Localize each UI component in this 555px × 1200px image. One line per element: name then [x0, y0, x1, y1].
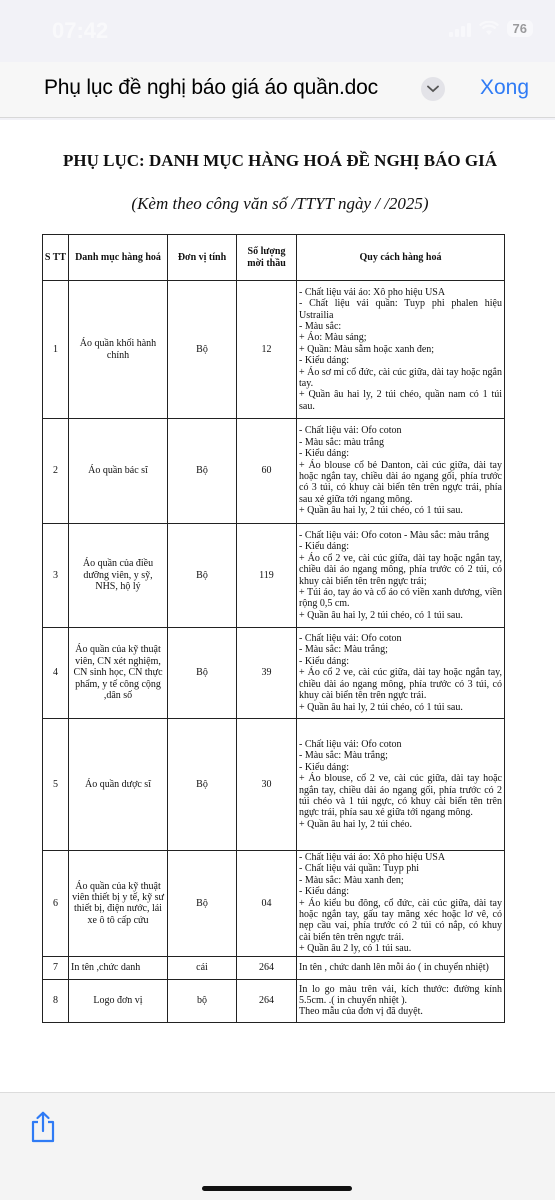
spec-line: - Chất liệu vải: Ofo coton — [299, 633, 402, 645]
spec-line: - Chất liệu vải: Ofo coton - Màu sắc: màu trắng — [299, 529, 489, 541]
spec-line: + Áo cổ 2 ve, cài cúc giữa, dài tay hoặc ngắn tay, chiều dài áo ngang mông, phía trước có 3 túi, có khuy cài biển tên trên ngực trái. — [299, 667, 502, 702]
row-stt: 2 — [43, 419, 69, 524]
spec-line: - Kiểu dáng: — [299, 655, 349, 667]
row-unit: Bộ — [168, 628, 237, 719]
bottom-toolbar — [0, 1092, 555, 1200]
goods-table — [42, 234, 505, 1023]
spec-line: - Kiểu dáng: — [299, 541, 349, 553]
row-qty: 119 — [237, 524, 297, 628]
spec-line: + Áo blouse cổ bẻ Danton, cài cúc giữa, dài tay hoặc ngắn tay, chiều dài áo ngang gối, phía trước có 3 túi, có khuy cài biển tên trên ngực trái, phía sau xẻ giữa tới ngang mông. — [299, 459, 502, 505]
row-name: Áo quần khối hành chính — [69, 281, 168, 419]
row-qty: 39 — [237, 628, 297, 719]
row-name: In tên ,chức danh — [69, 956, 168, 979]
status-bar — [0, 0, 555, 62]
row-stt: 6 — [43, 851, 69, 957]
row-qty: 264 — [237, 979, 297, 1022]
row-name: Áo quần dược sĩ — [69, 719, 168, 851]
spec-line: - Màu sắc: màu trắng — [299, 436, 384, 448]
table-row — [43, 419, 505, 524]
row-unit: Bộ — [168, 524, 237, 628]
row-stt: 1 — [43, 281, 69, 419]
row-qty: 264 — [237, 956, 297, 979]
row-spec — [297, 419, 505, 524]
document-page — [0, 120, 555, 1092]
spec-line: - Chất liệu vải áo: Xô pho hiệu USA — [299, 852, 446, 863]
row-spec — [297, 719, 505, 851]
spec-line: In tên , chức danh lên mỗi áo ( in chuyển nhiệt) — [299, 961, 489, 973]
row-stt: 7 — [43, 956, 69, 979]
spec-line: Theo mẫu của đơn vị đã duyệt. — [299, 1006, 423, 1018]
table-row — [43, 956, 505, 979]
header-name: Danh mục hàng hoá — [69, 235, 168, 281]
spec-line: + Quần âu 2 ly, có 1 túi sau. — [299, 943, 412, 955]
row-name: Áo quần của điều dưỡng viên, y sỹ, NHS, hộ lý — [69, 524, 168, 628]
row-spec — [297, 524, 505, 628]
battery-icon: 76 — [507, 20, 533, 37]
header-qty: Số lượng mời thầu — [237, 235, 297, 281]
row-spec — [297, 851, 505, 957]
chevron-down-icon[interactable] — [421, 77, 445, 101]
row-spec — [297, 281, 505, 419]
spec-line: - Chất liệu vải quần: Tuyp phi phalen hiệu Ustrailia — [299, 298, 502, 321]
spec-line: + Quần âu hai ly, 2 túi chéo, có 1 túi sau. — [299, 609, 463, 621]
spec-line: + Quần âu hai ly, 2 túi chéo, có 1 túi sau. — [299, 701, 463, 713]
table-header-row — [43, 235, 505, 281]
spec-line: + Quần âu hai ly, 2 túi chéo, có 1 túi sau. — [299, 505, 463, 517]
row-stt: 8 — [43, 979, 69, 1022]
spec-line: - Kiểu dáng: — [299, 886, 349, 898]
row-name: Áo quần của kỹ thuật viên thiết bị y tế, kỹ sư thiết bị, điện nước, lái xe ô tô cấp cứu — [69, 851, 168, 957]
spec-line: + Túi áo, tay áo và cổ áo có viền xanh dương, viền rộng 0,5 cm. — [299, 586, 502, 610]
table-row — [43, 979, 505, 1022]
header-stt: S TT — [43, 235, 69, 281]
spec-line: + Áo blouse, cổ 2 ve, cài cúc giữa, dài tay hoặc ngắn tay, chiều dài áo ngang gối, phía trước có 2 túi chéo và 1 túi ngực, có khuy cài biển tên trên ngực trái, phía sau xẻ giữa tới ngang mông. — [299, 773, 502, 819]
status-icons — [449, 20, 533, 37]
row-stt: 3 — [43, 524, 69, 628]
row-stt: 4 — [43, 628, 69, 719]
row-qty: 60 — [237, 419, 297, 524]
document-title[interactable]: Phụ lục đề nghị báo giá áo quần.doc — [44, 76, 378, 99]
spec-line: + Quần âu hai ly, 2 túi chéo. — [299, 818, 413, 830]
spec-line: In lo go màu trên vải, kích thước: đường kính 5.5cm. .( in chuyển nhiệt ). — [299, 983, 502, 1006]
spec-line: - Kiểu dáng: — [299, 355, 349, 367]
spec-line: + Áo: Màu sáng; — [299, 332, 367, 344]
spec-line: - Chất liệu vải áo: Xô pho hiệu USA — [299, 286, 446, 298]
spec-line: - Chất liệu vải quần: Tuyp phi — [299, 863, 419, 875]
table-row — [43, 281, 505, 419]
spec-line: + Áo kiểu bu đông, cổ đức, cài cúc giữa, dài tay hoặc ngắn tay, gấu tay măng xéc hoặc lơ vê, có nẹp cầu vai, phía trước có 2 túi có nắp, có khuy cài biển tên trên ngực trái. — [299, 897, 502, 943]
header-spec: Quy cách hàng hoá — [297, 235, 505, 281]
row-qty: 12 — [237, 281, 297, 419]
row-unit: bộ — [168, 979, 237, 1022]
row-name: Áo quần bác sĩ — [69, 419, 168, 524]
done-button[interactable]: Xong — [479, 76, 529, 99]
document-subtitle: (Kèm theo công văn số /TTYT ngày / /2025) — [131, 194, 429, 213]
row-unit: Bộ — [168, 281, 237, 419]
row-spec — [297, 979, 505, 1022]
spec-line: - Kiểu dáng: — [299, 448, 349, 460]
home-indicator[interactable] — [202, 1186, 352, 1191]
spec-line: - Kiểu dáng: — [299, 761, 349, 773]
row-qty: 04 — [237, 851, 297, 957]
header-unit: Đơn vị tính — [168, 235, 237, 281]
row-unit: cái — [168, 956, 237, 979]
cellular-signal-icon — [449, 21, 471, 37]
spec-line: + Quần: Màu sẫm hoặc xanh đen; — [299, 343, 435, 355]
spec-line: - Màu sắc: Màu trắng; — [299, 750, 388, 762]
row-unit: Bộ — [168, 419, 237, 524]
nav-bar — [0, 62, 555, 118]
table-row — [43, 719, 505, 851]
table-row — [43, 524, 505, 628]
share-icon[interactable] — [30, 1111, 56, 1148]
spec-line: - Màu sắc: — [299, 320, 342, 332]
spec-line: - Chất liệu vải: Ofo coton — [299, 738, 402, 750]
spec-line: + Áo sơ mi cổ đức, cài cúc giữa, dài tay hoặc ngắn tay. — [299, 366, 502, 390]
row-spec — [297, 628, 505, 719]
wifi-icon — [479, 21, 499, 36]
spec-line: + Áo cổ 2 ve, cài cúc giữa, dài tay hoặc ngắn tay, chiều dài áo ngang mông, phía trước có 2 túi, có khuy cài biển tên trên ngực trái; — [299, 552, 502, 587]
row-unit: Bộ — [168, 851, 237, 957]
table-row — [43, 628, 505, 719]
row-qty: 30 — [237, 719, 297, 851]
spec-line: + Quần âu hai ly, 2 túi chéo, quần nam có 1 túi sau. — [299, 389, 502, 412]
row-unit: Bộ — [168, 719, 237, 851]
row-spec — [297, 956, 505, 979]
spec-line: - Màu sắc: Màu trắng; — [299, 644, 388, 656]
spec-line: - Màu sắc: Màu xanh đen; — [299, 874, 404, 886]
table-row — [43, 851, 505, 957]
document-heading: PHỤ LỤC: DANH MỤC HÀNG HOÁ ĐỀ NGHỊ BÁO GIÁ — [63, 151, 497, 170]
row-name: Logo đơn vị — [69, 979, 168, 1022]
row-name: Áo quần của kỹ thuật viên, CN xét nghiệm, CN sinh học, CN thực phẩm, y tế công cộng ,dân số — [69, 628, 168, 719]
status-time: 07:42 — [52, 18, 109, 43]
row-stt: 5 — [43, 719, 69, 851]
spec-line: - Chất liệu vải: Ofo coton — [299, 425, 402, 437]
